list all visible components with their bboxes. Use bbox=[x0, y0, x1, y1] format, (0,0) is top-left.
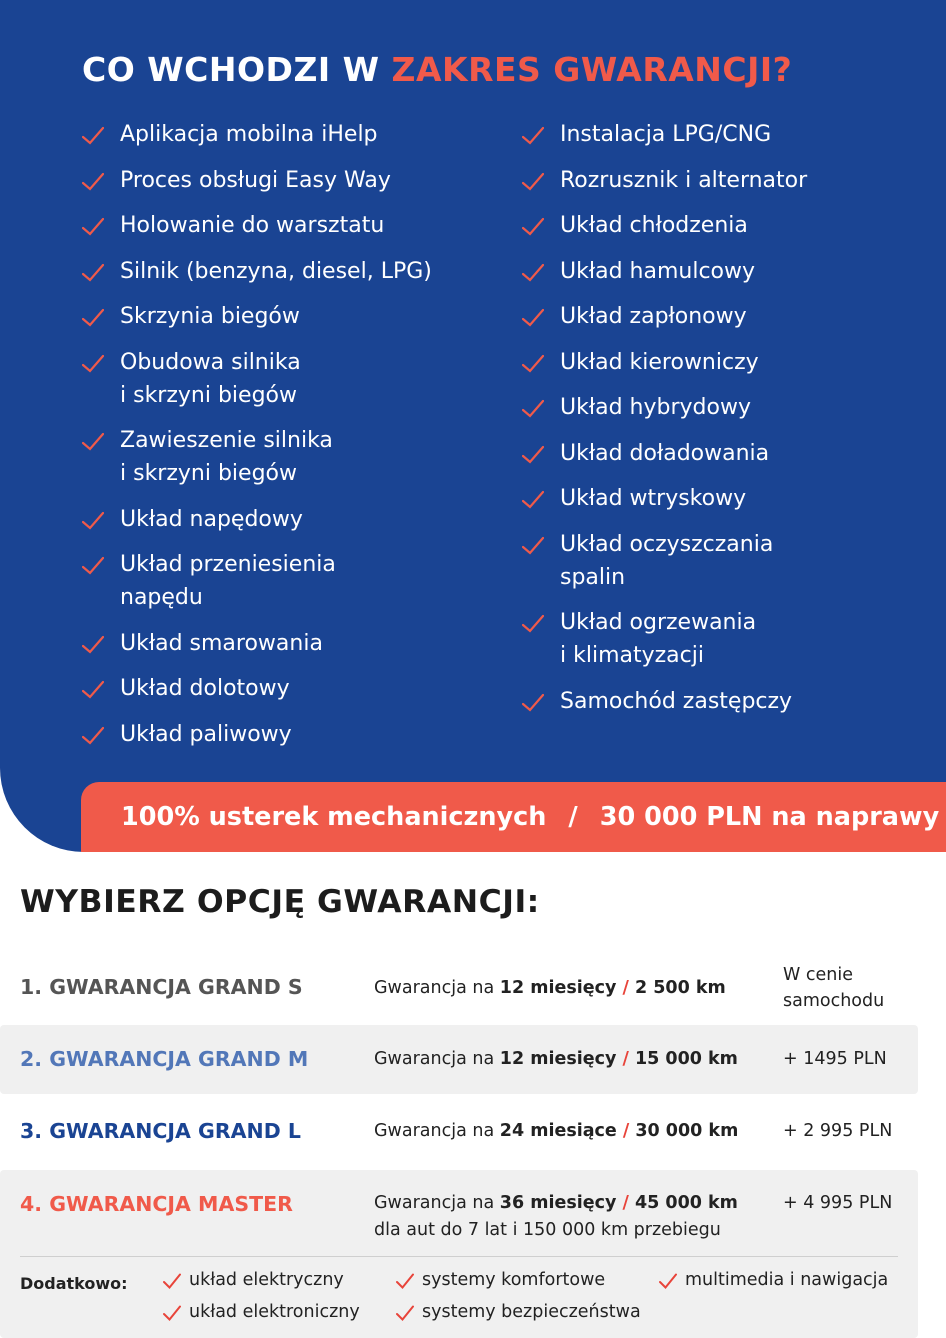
check-icon bbox=[82, 217, 104, 237]
check-icon bbox=[163, 1273, 181, 1290]
check-icon bbox=[522, 399, 544, 419]
banner-separator: / bbox=[568, 802, 578, 832]
check-icon bbox=[522, 308, 544, 328]
check-icon bbox=[82, 354, 104, 374]
list-item: Układ oczyszczania spalin bbox=[520, 528, 940, 594]
option-price: + 2 995 PLN bbox=[783, 1121, 893, 1141]
option-row-grand-s bbox=[0, 955, 918, 1021]
check-icon bbox=[522, 445, 544, 465]
option-description: Gwarancja na 24 miesiące / 30 000 km bbox=[374, 1121, 739, 1141]
check-icon bbox=[82, 432, 104, 452]
check-icon bbox=[522, 693, 544, 713]
divider bbox=[20, 1256, 898, 1257]
extras-label: Dodatkowo: bbox=[20, 1274, 128, 1293]
check-icon bbox=[82, 172, 104, 192]
check-icon bbox=[659, 1273, 677, 1290]
extra-item: układ elektroniczny bbox=[163, 1302, 360, 1322]
check-icon bbox=[82, 635, 104, 655]
coverage-banner bbox=[81, 782, 946, 852]
list-item: Układ zapłonowy bbox=[520, 300, 940, 333]
list-item: Układ wtryskowy bbox=[520, 482, 940, 515]
check-icon bbox=[82, 308, 104, 328]
list-item: Rozrusznik i alternator bbox=[520, 164, 940, 197]
check-icon bbox=[522, 263, 544, 283]
check-icon bbox=[522, 126, 544, 146]
check-icon bbox=[522, 536, 544, 556]
list-item: Proces obsługi Easy Way bbox=[80, 164, 500, 197]
check-icon bbox=[522, 217, 544, 237]
check-icon bbox=[82, 726, 104, 746]
option-description: Gwarancja na 12 miesięcy / 2 500 km bbox=[374, 978, 726, 998]
extra-item: systemy bezpieczeństwa bbox=[396, 1302, 641, 1322]
list-item: Holowanie do warsztatu bbox=[80, 209, 500, 242]
option-name: 2. GWARANCJA GRAND M bbox=[20, 1047, 309, 1071]
banner-coverage-text: 100% usterek mechanicznych bbox=[121, 802, 547, 832]
check-icon bbox=[82, 680, 104, 700]
check-icon bbox=[82, 126, 104, 146]
extra-item: systemy komfortowe bbox=[396, 1270, 605, 1290]
option-price: W cenie samochodu bbox=[783, 965, 885, 1011]
list-item: Układ hybrydowy bbox=[520, 391, 940, 424]
check-icon bbox=[396, 1305, 414, 1322]
list-item: Układ napędowy bbox=[80, 503, 500, 536]
check-icon bbox=[522, 490, 544, 510]
list-item: Układ hamulcowy bbox=[520, 255, 940, 288]
check-icon bbox=[163, 1305, 181, 1322]
check-icon bbox=[522, 614, 544, 634]
list-item: Silnik (benzyna, diesel, LPG) bbox=[80, 255, 500, 288]
hero-title-accent: ZAKRES GWARANCJI? bbox=[391, 50, 793, 89]
list-item: Instalacja LPG/CNG bbox=[520, 118, 940, 151]
list-item: Układ kierowniczy bbox=[520, 346, 940, 379]
option-name: 4. GWARANCJA MASTER bbox=[20, 1192, 293, 1216]
banner-limit-text: 30 000 PLN na naprawy bbox=[599, 802, 940, 832]
list-item: Układ chłodzenia bbox=[520, 209, 940, 242]
list-item: Skrzynia biegów bbox=[80, 300, 500, 333]
list-item: Zawieszenie silnika i skrzyni biegów bbox=[80, 424, 500, 490]
option-price: + 4 995 PLN bbox=[783, 1193, 893, 1213]
list-item: Samochód zastępczy bbox=[520, 685, 940, 718]
list-item: Układ dolotowy bbox=[80, 672, 500, 705]
check-icon bbox=[82, 511, 104, 531]
coverage-list-left bbox=[80, 118, 500, 763]
option-row-grand-m bbox=[0, 1025, 918, 1094]
option-row-grand-l bbox=[0, 1096, 918, 1168]
option-description: Gwarancja na 12 miesięcy / 15 000 km bbox=[374, 1049, 738, 1069]
check-icon bbox=[522, 172, 544, 192]
list-item: Układ ogrzewania i klimatyzacji bbox=[520, 606, 940, 672]
check-icon bbox=[396, 1273, 414, 1290]
option-price: + 1495 PLN bbox=[783, 1049, 887, 1069]
list-item: Układ paliwowy bbox=[80, 718, 500, 751]
coverage-list-right bbox=[520, 118, 940, 730]
option-name: 3. GWARANCJA GRAND L bbox=[20, 1119, 301, 1143]
option-note: dla aut do 7 lat i 150 000 km przebiegu bbox=[374, 1220, 721, 1240]
list-item: Aplikacja mobilna iHelp bbox=[80, 118, 500, 151]
extra-item: układ elektryczny bbox=[163, 1270, 344, 1290]
list-item: Układ smarowania bbox=[80, 627, 500, 660]
check-icon bbox=[82, 263, 104, 283]
list-item: Obudowa silnika i skrzyni biegów bbox=[80, 346, 500, 412]
check-icon bbox=[522, 354, 544, 374]
option-name: 1. GWARANCJA GRAND S bbox=[20, 975, 303, 999]
extra-item: multimedia i nawigacja bbox=[659, 1270, 888, 1290]
hero-title-white: CO WCHODZI W bbox=[82, 50, 392, 89]
hero-title bbox=[82, 50, 792, 89]
options-title: WYBIERZ OPCJĘ GWARANCJI: bbox=[20, 884, 540, 920]
check-icon bbox=[82, 556, 104, 576]
list-item: Układ przeniesienia napędu bbox=[80, 548, 500, 614]
list-item: Układ doładowania bbox=[520, 437, 940, 470]
option-description: Gwarancja na 36 miesięcy / 45 000 km dla aut do 7 lat i 150 000 km przebiegu bbox=[374, 1190, 738, 1244]
